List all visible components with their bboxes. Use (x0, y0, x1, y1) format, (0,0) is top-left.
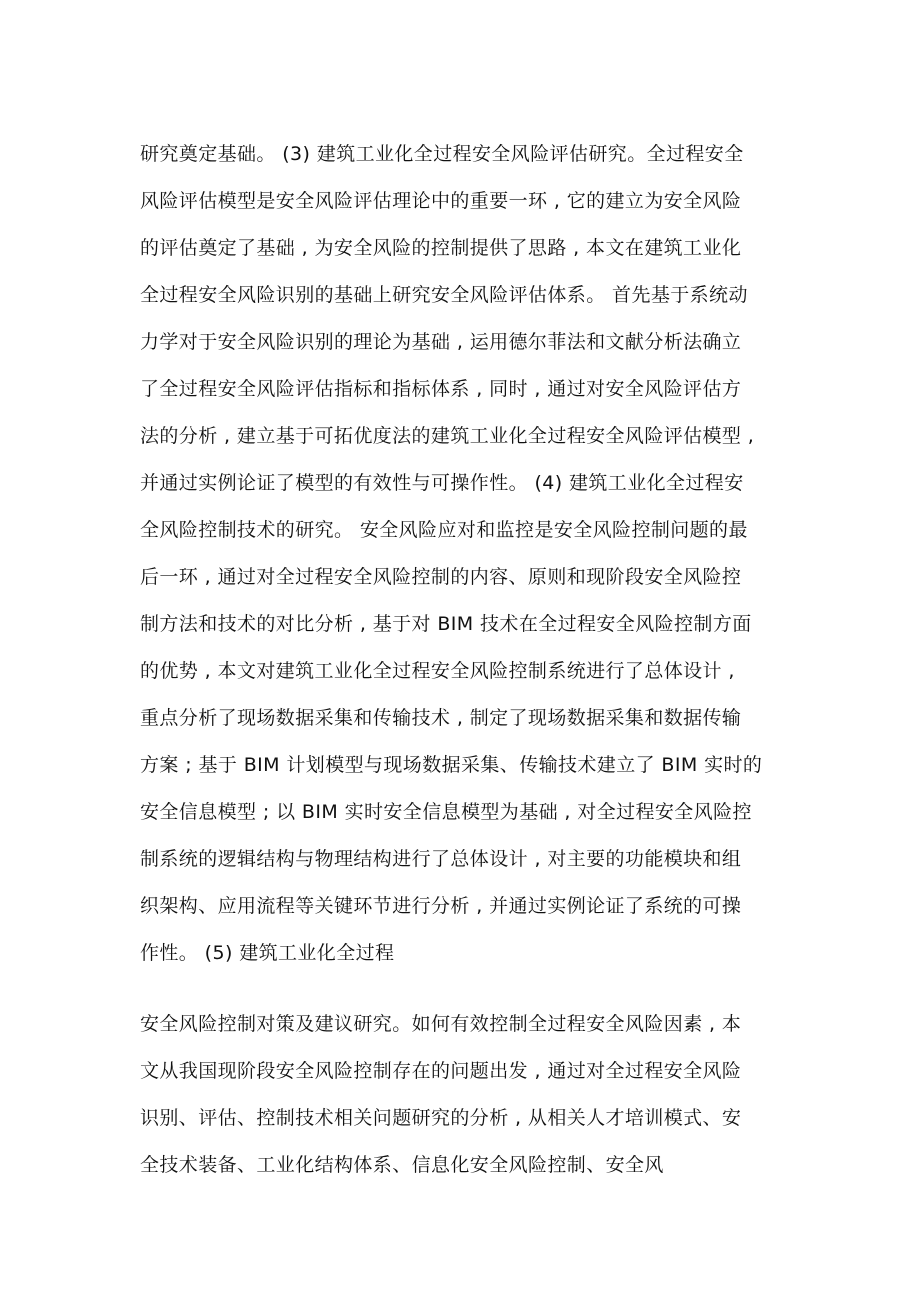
text-line: 研究奠定基础。 (3) 建筑工业化全过程安全风险评估研究。全过程安全 (140, 143, 744, 165)
text-line: 方案 ; 基于 BIM 计划模型与现场数据采集、传输技术建立了 BIM 实时的 (140, 754, 763, 776)
text-line: 安全风险控制对策及建议研究。如何有效控制全过程安全风险因素 , 本 (140, 1013, 742, 1035)
text-line: 力学对于安全风险识别的理论为基础 , 运用德尔菲法和文献分析法确立 (140, 331, 742, 353)
text-line: 了全过程安全风险评估指标和指标体系 , 同时 , 通过对安全风险评估方 (140, 378, 742, 400)
text-line: 作性。 (5) 建筑工业化全过程 (140, 942, 395, 964)
text-line: 法的分析 , 建立基于可拓优度法的建筑工业化全过程安全风险评估模型 , (140, 425, 755, 447)
text-line: 制方法和技术的对比分析 , 基于对 BIM 技术在全过程安全风险控制方面 (140, 613, 752, 635)
text-line: 织架构、应用流程等关键环节进行分析 , 并通过实例论证了系统的可操 (140, 895, 742, 917)
paragraph-2 (140, 1001, 780, 1189)
text-line: 识别、评估、控制技术相关问题研究的分析 , 从相关人才培训模式、安 (140, 1107, 742, 1129)
text-line: 的评估奠定了基础 , 为安全风险的控制提供了思路 , 本文在建筑工业化 (140, 237, 742, 259)
text-line: 全风险控制技术的研究。 安全风险应对和监控是安全风险控制问题的最 (140, 519, 748, 541)
text-line: 文从我国现阶段安全风险控制存在的问题出发 , 通过对全过程安全风险 (140, 1060, 742, 1082)
text-line: 制系统的逻辑结构与物理结构进行了总体设计 , 对主要的功能模块和组 (140, 848, 742, 870)
text-line: 的优势 , 本文对建筑工业化全过程安全风险控制系统进行了总体设计 , (140, 660, 735, 682)
text-line: 重点分析了现场数据采集和传输技术 , 制定了现场数据采集和数据传输 (140, 707, 742, 729)
text-line: 并通过实例论证了模型的有效性与可操作性。 (4) 建筑工业化全过程安 (140, 472, 744, 494)
text-line: 安全信息模型 ; 以 BIM 实时安全信息模型为基础 , 对全过程安全风险控 (140, 801, 752, 823)
text-line: 风险评估模型是安全风险评估理论中的重要一环 , 它的建立为安全风险 (140, 190, 742, 212)
text-line: 后一环 , 通过对全过程安全风险控制的内容、原则和现阶段安全风险控 (140, 566, 742, 588)
paragraph-1 (140, 131, 780, 977)
text-line: 全技术装备、工业化结构体系、信息化安全风险控制、安全风 (140, 1154, 664, 1176)
text-line: 全过程安全风险识别的基础上研究安全风险评估体系。 首先基于系统动 (140, 284, 748, 306)
